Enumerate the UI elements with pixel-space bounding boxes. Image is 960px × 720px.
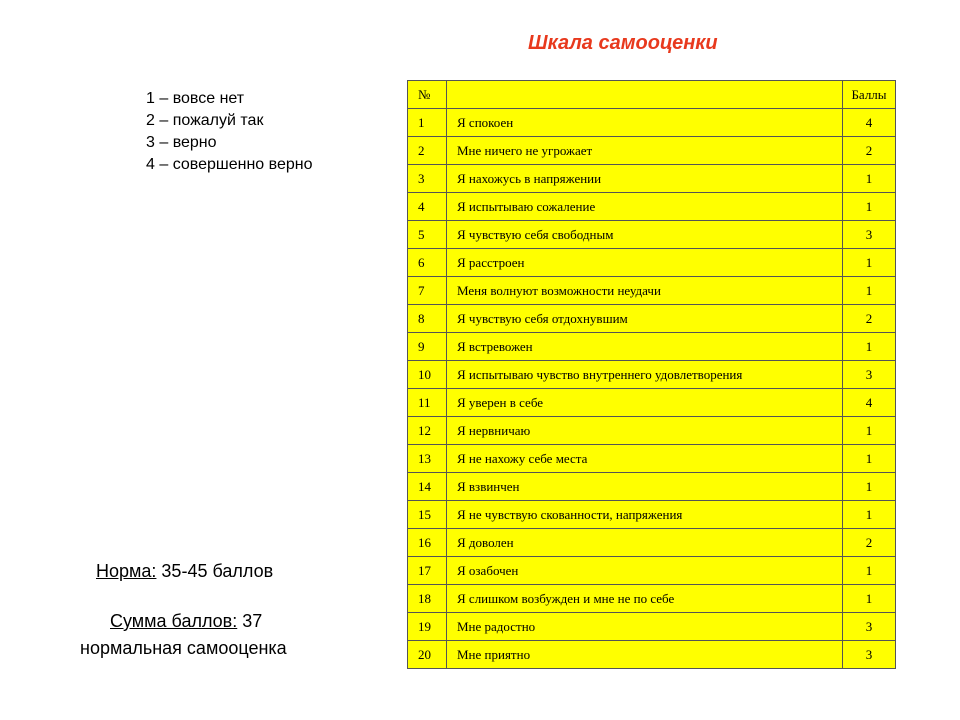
row-score: 1 [843,585,896,613]
row-statement: Мне ничего не угрожает [447,137,843,165]
row-num: 17 [408,557,447,585]
row-statement: Мне приятно [447,641,843,669]
row-statement: Я чувствую себя свободным [447,221,843,249]
row-num: 5 [408,221,447,249]
table-row [408,193,896,221]
row-statement: Я спокоен [447,109,843,137]
header-score: Баллы [843,81,896,109]
row-score: 2 [843,529,896,557]
score-legend [146,88,312,176]
row-statement: Я нервничаю [447,417,843,445]
table-row [408,613,896,641]
header-num: № [408,81,447,109]
table-row [408,221,896,249]
row-statement: Я испытываю сожаление [447,193,843,221]
row-score: 4 [843,109,896,137]
row-statement: Я взвинчен [447,473,843,501]
table-row [408,361,896,389]
row-num: 3 [408,165,447,193]
row-num: 8 [408,305,447,333]
norm-line [96,561,273,582]
sum-label: Сумма баллов: [110,611,238,631]
page-title: Шкала самооценки [528,32,718,54]
table-row [408,389,896,417]
row-num: 15 [408,501,447,529]
row-score: 1 [843,473,896,501]
row-num: 19 [408,613,447,641]
verdict-text: нормальная самооценка [80,638,287,658]
row-num: 11 [408,389,447,417]
table-row [408,277,896,305]
row-statement: Я слишком возбужден и мне не по себе [447,585,843,613]
table-row [408,557,896,585]
table-row [408,137,896,165]
self-assessment-table [407,80,896,669]
row-score: 1 [843,417,896,445]
row-score: 2 [843,137,896,165]
norm-value: 35-45 баллов [156,561,274,581]
row-num: 13 [408,445,447,473]
row-statement: Я не чувствую скованности, напряжения [447,501,843,529]
table-row [408,529,896,557]
row-statement: Я доволен [447,529,843,557]
row-statement: Я расстроен [447,249,843,277]
row-statement: Я испытываю чувство внутреннего удовлетворения [447,361,843,389]
row-num: 12 [408,417,447,445]
row-num: 20 [408,641,447,669]
table-row [408,501,896,529]
row-statement: Я уверен в себе [447,389,843,417]
row-statement: Мне радостно [447,613,843,641]
row-score: 3 [843,641,896,669]
row-score: 1 [843,333,896,361]
row-score: 1 [843,193,896,221]
row-score: 3 [843,221,896,249]
row-score: 1 [843,165,896,193]
row-num: 18 [408,585,447,613]
row-statement: Я чувствую себя отдохнувшим [447,305,843,333]
row-num: 6 [408,249,447,277]
table-row [408,165,896,193]
table-row [408,641,896,669]
row-num: 2 [408,137,447,165]
sum-line [110,611,262,632]
table-header-row [408,81,896,109]
row-num: 14 [408,473,447,501]
row-score: 3 [843,613,896,641]
row-statement: Я озабочен [447,557,843,585]
row-statement: Я встревожен [447,333,843,361]
legend-item: 1 – вовсе нет [146,90,245,107]
norm-label: Норма: [96,561,157,581]
table-row [408,305,896,333]
table-row [408,109,896,137]
row-num: 7 [408,277,447,305]
table-row [408,333,896,361]
table-row [408,585,896,613]
row-statement: Я не нахожу себе места [447,445,843,473]
row-score: 1 [843,445,896,473]
table-row [408,417,896,445]
row-score: 1 [843,277,896,305]
table-row [408,249,896,277]
legend-item: 4 – совершенно верно [146,156,313,173]
row-num: 16 [408,529,447,557]
row-num: 4 [408,193,447,221]
row-score: 2 [843,305,896,333]
legend-item: 3 – верно [146,134,217,151]
row-num: 9 [408,333,447,361]
table-row [408,473,896,501]
row-score: 3 [843,361,896,389]
row-score: 1 [843,557,896,585]
header-statement [447,81,843,109]
row-statement: Я нахожусь в напряжении [447,165,843,193]
legend-item: 2 – пожалуй так [146,112,264,129]
row-statement: Меня волнуют возможности неудачи [447,277,843,305]
sum-value: 37 [237,611,263,631]
row-num: 10 [408,361,447,389]
row-score: 1 [843,501,896,529]
row-num: 1 [408,109,447,137]
row-score: 4 [843,389,896,417]
row-score: 1 [843,249,896,277]
table-row [408,445,896,473]
